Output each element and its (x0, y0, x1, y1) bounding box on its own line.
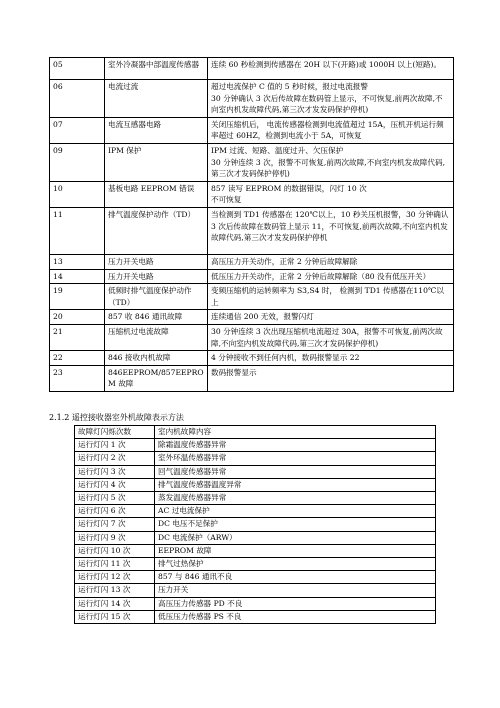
fault-content: DC 电流保护（ARW） (155, 531, 436, 544)
fault-name: 压力开关电路 (105, 269, 208, 284)
led-row (75, 610, 436, 623)
led-row (75, 478, 436, 491)
led-row (75, 505, 436, 518)
fault-code: 20 (50, 310, 105, 325)
fault-description-line: 30 分钟确认 3 次后传故障在数码管上显示，不可恢复,前两次故障,不向室内机发故障代码,第三次才发发码保护停机) (211, 93, 443, 115)
fault-description (208, 181, 454, 207)
flash-count: 运行灯闪 5 次 (75, 492, 155, 505)
led-table-header-row (75, 426, 436, 439)
fault-description-line: 数码报警显示 (211, 367, 257, 377)
fault-content: 除霜温度传感器异常 (155, 439, 436, 452)
fault-description (208, 254, 454, 269)
fault-content: 蒸发温度传感器异常 (155, 492, 436, 505)
header-flash-count: 故障灯闪烁次数 (75, 426, 155, 439)
flash-count: 运行灯闪 6 次 (75, 505, 155, 518)
fault-description-line: 高压压力开关动作，正常 2 分钟后故障解除 (211, 256, 358, 266)
flash-count: 运行灯闪 2 次 (75, 452, 155, 465)
fault-description (208, 58, 454, 80)
fault-description (208, 143, 454, 181)
flash-count: 运行灯闪 7 次 (75, 518, 155, 531)
led-row (75, 492, 436, 505)
fault-content: 排气过热保护 (155, 558, 436, 571)
fault-row (50, 269, 454, 284)
flash-count: 运行灯闪 10 次 (75, 544, 155, 557)
fault-description-line: 超过电流保护 C 值的 5 秒时候，报过电流报警 (211, 82, 368, 91)
fault-row (50, 58, 454, 80)
led-row (75, 584, 436, 597)
fault-name: 压力开关电路 (105, 254, 208, 269)
header-fault-content: 室内机故障内容 (155, 426, 436, 439)
flash-count: 运行灯闪 3 次 (75, 465, 155, 478)
fault-row (50, 284, 454, 310)
fault-name: 846 接收内机故障 (105, 351, 208, 366)
fault-name: 室外冷凝器中部温度传感器 (105, 58, 208, 80)
fault-content: EEPROM 故障 (155, 544, 436, 557)
fault-name: 压缩机过电流故障 (105, 324, 208, 350)
fault-row (50, 310, 454, 325)
flash-count: 运行灯闪 9 次 (75, 531, 155, 544)
fault-code: 19 (50, 284, 105, 310)
fault-description (208, 284, 454, 310)
fault-description-line: 当检测到 TD1 传感器在 120℃以上，10 秒关压机报警，30 分钟确认 3 次后传故障在数码管上显示 11，不可恢复,前两次故障,不向室内机发故障代码,第三次才发发码保护停机 (211, 209, 449, 243)
fault-description (208, 117, 454, 143)
fault-description-line: 低压压力开关动作，正常 2 分钟后故障解除（80 没有低压开关） (211, 271, 431, 281)
fault-code: 23 (50, 365, 105, 391)
fault-name: 排气温度保护动作（TD） (105, 207, 208, 254)
fault-description (208, 324, 454, 350)
fault-content: 高压压力传感器 PD 不良 (155, 597, 436, 610)
fault-content: AC 过电流保护 (155, 505, 436, 518)
fault-name: IPM 保护 (105, 143, 208, 181)
fault-code: 09 (50, 143, 105, 181)
fault-name: 低频时排气温度保护动作（TD） (105, 284, 208, 310)
flash-count: 运行灯闪 14 次 (75, 597, 155, 610)
fault-description (208, 80, 454, 118)
section-title: 2.1.2 遥控接收器室外机故障表示方法 (49, 413, 184, 422)
fault-row (50, 351, 454, 366)
fault-content: 压力开关 (155, 584, 436, 597)
fault-code: 21 (50, 324, 105, 350)
flash-count: 运行灯闪 11 次 (75, 558, 155, 571)
fault-description (208, 269, 454, 284)
fault-code: 14 (50, 269, 105, 284)
fault-description-line: 4 分钟接收不到任何内机，数码报警显示 22 (211, 353, 360, 363)
fault-content: 室外环温传感器异常 (155, 452, 436, 465)
led-row (75, 531, 436, 544)
fault-description (208, 310, 454, 325)
fault-name: 电流过流 (105, 80, 208, 118)
fault-code: 22 (50, 351, 105, 366)
fault-description (208, 207, 454, 254)
fault-row (50, 181, 454, 207)
led-fault-table (74, 425, 436, 624)
fault-code: 05 (50, 58, 105, 80)
fault-content: DC 电压不足保护 (155, 518, 436, 531)
fault-code: 06 (50, 80, 105, 118)
fault-row (50, 117, 454, 143)
fault-row (50, 207, 454, 254)
led-row (75, 597, 436, 610)
flash-count: 运行灯闪 15 次 (75, 610, 155, 623)
fault-description-line: 连续 60 秒检测到传感器在 20H 以下(开路)或 1000H 以上(短路)。 (211, 60, 442, 69)
fault-description (208, 365, 454, 391)
fault-name: 基板电路 EEPROM 错误 (105, 181, 208, 207)
fault-description-line: 30 分钟连续 3 次出现压缩机电流超过 30A，报警不可恢复,前两次故障,不向室内机发故障代码,第三次才发码保护停机) (211, 326, 443, 348)
flash-count: 运行灯闪 1 次 (75, 439, 155, 452)
led-row (75, 571, 436, 584)
led-row (75, 439, 436, 452)
fault-row (50, 324, 454, 350)
fault-description-line: 857 读写 EEPROM 的数据错误，闪灯 10 次 (211, 183, 367, 193)
fault-content: 857 与 846 通讯不良 (155, 571, 436, 584)
led-row (75, 452, 436, 465)
fault-content: 回气温度传感器异常 (155, 465, 436, 478)
fault-row (50, 365, 454, 391)
led-row (75, 558, 436, 571)
fault-code: 11 (50, 207, 105, 254)
flash-count: 运行灯闪 13 次 (75, 584, 155, 597)
led-row (75, 465, 436, 478)
fault-code: 13 (50, 254, 105, 269)
fault-description-line: 关闭压缩机后， 电流传感器检测到电流值超过 15A，压机开机运行频率超过 60HZ，检测到电流小于 5A，可恢复 (211, 119, 444, 141)
fault-code-table (49, 57, 454, 392)
led-row (75, 518, 436, 531)
fault-description-line: 30 分钟连续 3 次，报警不可恢复,前两次故障,不向室内机发故障代码,第三次才发码保护停机) (211, 157, 446, 179)
fault-code: 07 (50, 117, 105, 143)
fault-description (208, 351, 454, 366)
fault-code: 10 (50, 181, 105, 207)
fault-description-line: 变频压缩机的运转频率为 S3,S4 时， 检测到 TD1 传感器在110℃以上 (211, 286, 444, 307)
fault-content: 低压压力传感器 PS 不良 (155, 610, 436, 623)
fault-name: 857 收 846 通讯故障 (105, 310, 208, 325)
fault-row (50, 254, 454, 269)
fault-description-line: 不可恢复 (211, 195, 242, 205)
fault-description-line: IPM 过流、短路、温度过升、欠压保护 (211, 145, 344, 155)
fault-name: 电流互感器电路 (105, 117, 208, 143)
fault-content: 排气温度传感器温度异常 (155, 478, 436, 491)
flash-count: 运行灯闪 12 次 (75, 571, 155, 584)
fault-row (50, 80, 454, 118)
fault-description-line: 连续通信 200 无效，报警闪灯 (211, 312, 314, 322)
led-row (75, 544, 436, 557)
fault-name: 846EEPROM/857EEPROM 故障 (105, 365, 208, 391)
flash-count: 运行灯闪 4 次 (75, 478, 155, 491)
fault-row (50, 143, 454, 181)
